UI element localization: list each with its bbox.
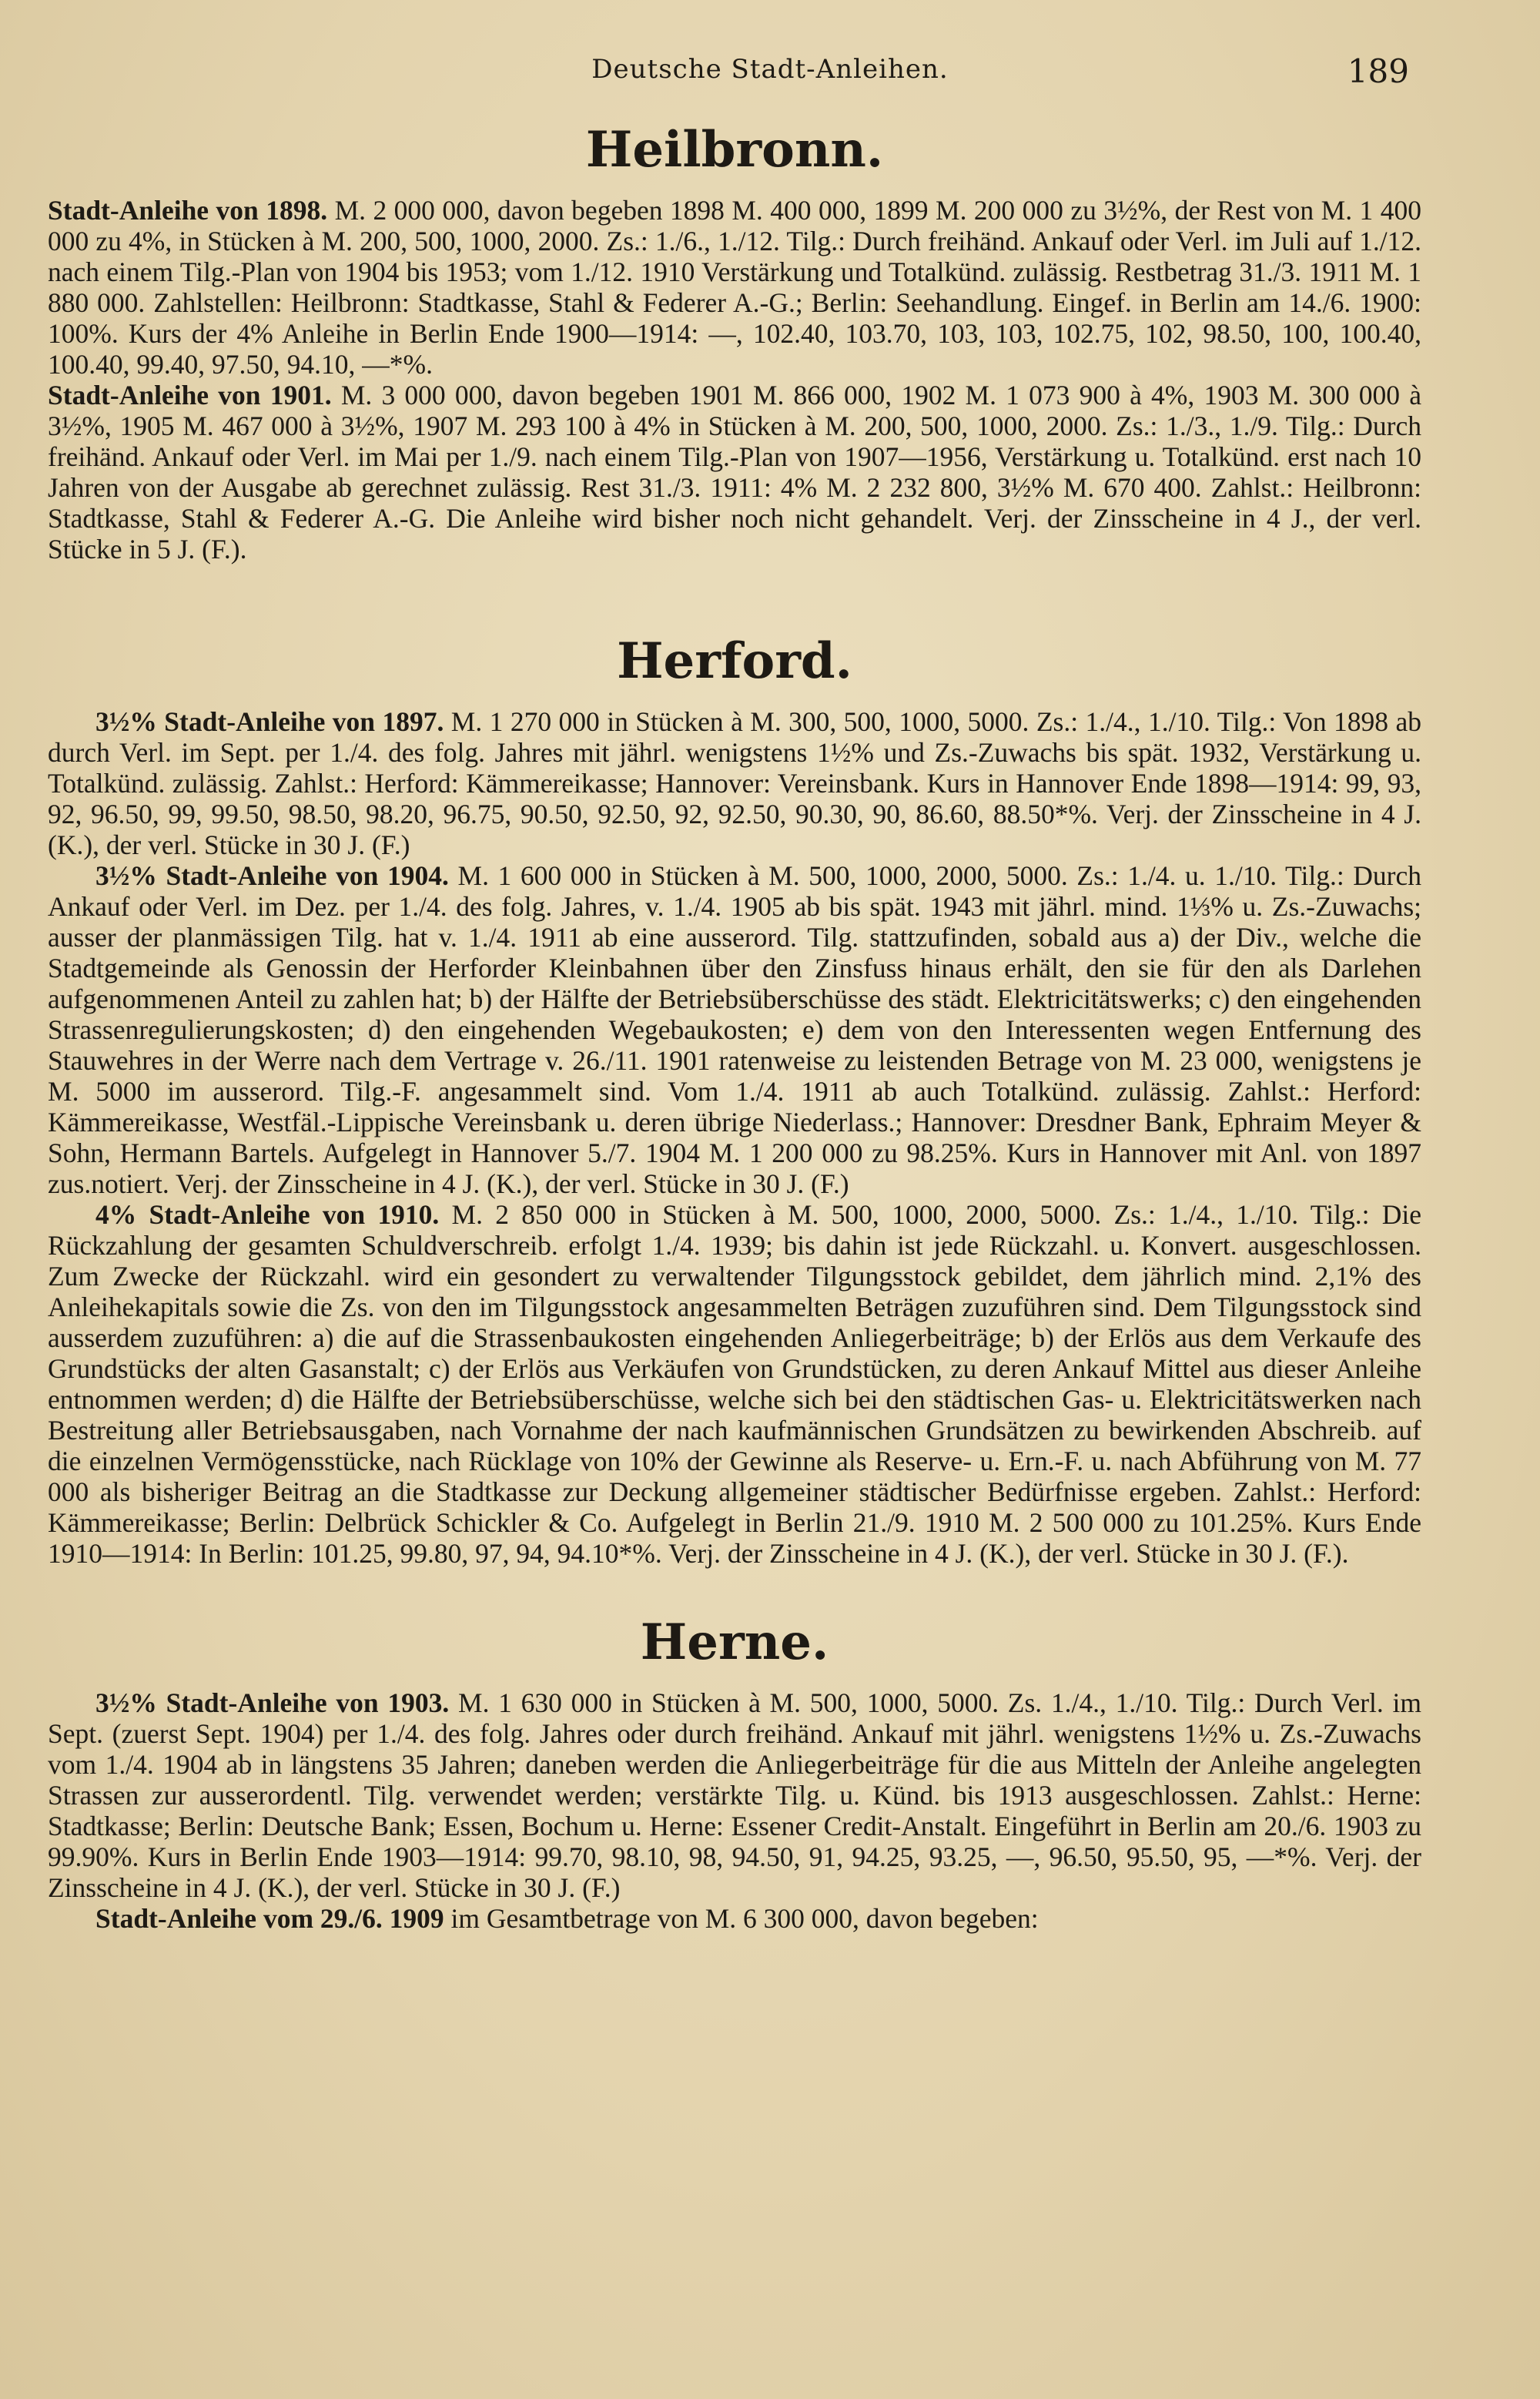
entry-text: im Gesamtbetrage von M. 6 300 000, davon begeben:	[444, 1903, 1039, 1934]
entry-title: Stadt-Anleihe von 1898.	[48, 195, 328, 226]
entry-text: M. 2 850 000 in Stücken à M. 500, 1000, 2000, 5000. Zs.: 1./4., 1./10. Tilg.: Die Rückzahlung der gesamten Schuldverschreib. erfolgt 1./4. 1939; bis dahin ist jede Rückzahl. u. Konvert. ausgeschlossen. Zum Zwecke der Rückzahl. wird ein gesondert zu verwaltender Tilgungsstock gebildet, dem jährlich mind. 2,1% des Anleihekapitals sowie die Zs. von den im Tilgungsstock angesammelten Beträgen zuzuführen sind. Dem Tilgungsstock sind ausserdem zuzuführen: a) die auf die Strassenbaukosten eingehenden Anliegerbeiträge; b) der Erlös aus dem Verkaufe des Grundstücks der alten Gasanstalt; c) der Erlös aus Verkäufen von Grundstücken, zu deren Ankauf Mittel aus dieser Anleihe entnommen werden; d) die Hälfte der Betriebsüberschüsse, welche sich bei den städtischen Gas- u. Elektricitätswerken nach Bestreitung aller Betriebsausgaben, nach Vornahme der nach kaufmännischen Grundsätzen zu bewirkenden Abschreib. auf die einzelnen Vermögensstücke, nach Rücklage von 10% der Gewinne als Reserve- u. Ern.-F. u. nach Abführung von M. 77 000 als bisheriger Beitrag an die Stadtkasse zur Deckung allgemeiner städtischer Bedürfnisse ergeben. Zahlst.: Herford: Kämmereikasse; Berlin: Delbrück Schickler & Co. Aufgelegt in Berlin 21./9. 1910 M. 2 500 000 zu 101.25%. Kurs Ende 1910—1914: In Berlin: 101.25, 99.80, 97, 94, 94.10*%. Verj. der Zinsscheine in 4 J. (K.), der verl. Stücke in 30 J. (F.).	[48, 1199, 1421, 1569]
entry-herne-1903	[48, 1687, 1421, 1903]
heading-herne: Herne.	[640, 1613, 829, 1671]
entry-heilbronn-1901	[48, 380, 1421, 565]
running-head	[0, 54, 1540, 92]
entry-text: M. 1 600 000 in Stücken à M. 500, 1000, 2000, 5000. Zs.: 1./4. u. 1./10. Tilg.: Durch Ankauf oder Verl. im Dez. per 1./4. des folg. Jahres, v. 1./4. 1905 ab bis spät. 1943 mit jährl. mind. 1⅓% u. Zs.-Zuwachs; ausser der planmässigen Tilg. hat v. 1./4. 1911 ab eine ausserord. Tilg. stattzufinden, sobald aus a) der Div., welche die Stadtgemeinde als Genossin der Herforder Kleinbahnen über den Zinsfuss hinaus erhält, den sie für den als Darlehen aufgenommenen Anteil zu zahlen hat; b) der Hälfte der Betriebsüberschüsse des städt. Elektricitätswerks; c) den eingehenden Strassenregulierungskosten; d) den eingehenden Wegebaukosten; e) dem von den Interessenten wegen Entfernung des Stauwehres in der Werre nach dem Vertrage v. 26./11. 1901 ratenweise zu leistenden Betrage von M. 23 000, wenigstens je M. 5000 im ausserord. Tilg.-F. angesammelt sind. Vom 1./4. 1911 ab auch Totalkünd. zulässig. Zahlst.: Herford: Kämmereikasse, Westfäl.-Lippische Vereinsbank u. deren übrige Niederlass.; Hannover: Dresdner Bank, Ephraim Meyer & Sohn, Hermann Bartels. Aufgelegt in Hannover 5./7. 1904 M. 1 200 000 zu 98.25%. Kurs in Hannover mit Anl. von 1897 zus.notiert. Verj. der Zinsscheine in 4 J. (K.), der verl. Stücke in 30 J. (F.)	[48, 860, 1422, 1199]
entry-herford-1910	[48, 1199, 1421, 1569]
page-number: 189	[1347, 52, 1409, 90]
entry-title: Stadt-Anleihe von 1901.	[48, 380, 332, 410]
entry-text: M. 3 000 000, davon begeben 1901 M. 866 000, 1902 M. 1 073 900 à 4%, 1903 M. 300 000 à 3½%, 1905 M. 467 000 à 3½%, 1907 M. 293 100 à 4% in Stücken à M. 200, 500, 1000, 2000. Zs.: 1./3., 1./9. Tilg.: Durch freihänd. Ankauf oder Verl. im Mai per 1./9. nach einem Tilg.-Plan von 1907—1956, Verstärkung u. Totalkünd. erst nach 10 Jahren von der Ausgabe ab gerechnet zulässig. Rest 31./3. 1911: 4% M. 2 232 800, 3½% M. 670 400. Zahlst.: Heilbronn: Stadtkasse, Stahl & Federer A.-G. Die Anleihe wird bisher noch nicht gehandelt. Verj. der Zinsscheine in 4 J., der verl. Stücke in 5 J. (F.).	[48, 380, 1421, 565]
entry-herford-1904	[48, 860, 1421, 1199]
entry-heilbronn-1898	[48, 195, 1421, 380]
entry-herford-1897	[48, 706, 1421, 860]
entry-text: M. 2 000 000, davon begeben 1898 M. 400 000, 1899 M. 200 000 zu 3½%, der Rest von M. 1 400 000 zu 4%, in Stücken à M. 200, 500, 1000, 2000. Zs.: 1./6., 1./12. Tilg.: Durch freihänd. Ankauf oder Verl. im Juli auf 1./12. nach einem Tilg.-Plan von 1904 bis 1953; vom 1./12. 1910 Verstärkung und Totalkünd. zulässig. Restbetrag 31./3. 1911 M. 1 880 000. Zahlstellen: Heilbronn: Stadtkasse, Stahl & Federer A.-G.; Berlin: Seehandlung. Eingef. in Berlin am 14./6. 1900: 100%. Kurs der 4% Anleihe in Berlin Ende 1900—1914: —, 102.40, 103.70, 103, 103, 102.75, 102, 98.50, 100, 100.40, 100.40, 99.40, 97.50, 94.10, —*%.	[48, 195, 1421, 380]
entry-title: 3½% Stadt-Anleihe von 1904.	[95, 860, 449, 891]
running-title: Deutsche Stadt-Anleihen.	[591, 54, 949, 85]
entry-title: 4% Stadt-Anleihe von 1910.	[95, 1199, 440, 1230]
entry-text: M. 1 630 000 in Stücken à M. 500, 1000, 5000. Zs. 1./4., 1./10. Tilg.: Durch Verl. im Sept. (zuerst Sept. 1904) per 1./4. des folg. Jahres oder durch freihänd. Ankauf mit jährl. wenigstens 1½% u. Zs.-Zuwachs vom 1./4. 1904 ab in längstens 35 Jahren; daneben werden die Anliegerbeiträge für die aus Mitteln der Anleihe angelegten Strassen zur ausserordentl. Tilg. verwendet werden; verstärkte Tilg. u. Künd. bis 1913 ausgeschlossen. Zahlst.: Herne: Stadtkasse; Berlin: Deutsche Bank; Essen, Bochum u. Herne: Essener Credit-Anstalt. Eingeführt in Berlin am 20./6. 1903 zu 99.90%. Kurs in Berlin Ende 1903—1914: 99.70, 98.10, 98, 94.50, 91, 94.25, 93.25, —, 96.50, 95.50, 95, —*%. Verj. der Zinsscheine in 4 J. (K.), der verl. Stücke in 30 J. (F.)	[48, 1687, 1421, 1903]
entry-title: 3½% Stadt-Anleihe von 1897.	[95, 706, 444, 737]
entry-text: M. 1 270 000 in Stücken à M. 300, 500, 1000, 5000. Zs.: 1./4., 1./10. Tilg.: Von 1898 ab durch Verl. im Sept. per 1./4. des folg. Jahres mit jährl. wenigstens 1½% und Zs.-Zuwachs bis spät. 1932, Verstärkung u. Totalkünd. zulässig. Zahlst.: Herford: Kämmereikasse; Hannover: Vereinsbank. Kurs in Hannover Ende 1898—1914: 99, 93, 92, 96.50, 99, 99.50, 98.50, 98.20, 96.75, 90.50, 92.50, 92, 92.50, 90.30, 90, 86.60, 88.50*%. Verj. der Zinsscheine in 4 J. (K.), der verl. Stücke in 30 J. (F.)	[48, 706, 1421, 860]
heading-herford: Herford.	[617, 632, 852, 690]
heading-heilbronn: Heilbronn.	[585, 121, 884, 179]
page-body	[48, 119, 1421, 1934]
entry-title: 3½% Stadt-Anleihe von 1903.	[95, 1687, 450, 1718]
entry-title: Stadt-Anleihe vom 29./6. 1909	[95, 1903, 444, 1934]
entry-herne-1909	[48, 1903, 1421, 1934]
